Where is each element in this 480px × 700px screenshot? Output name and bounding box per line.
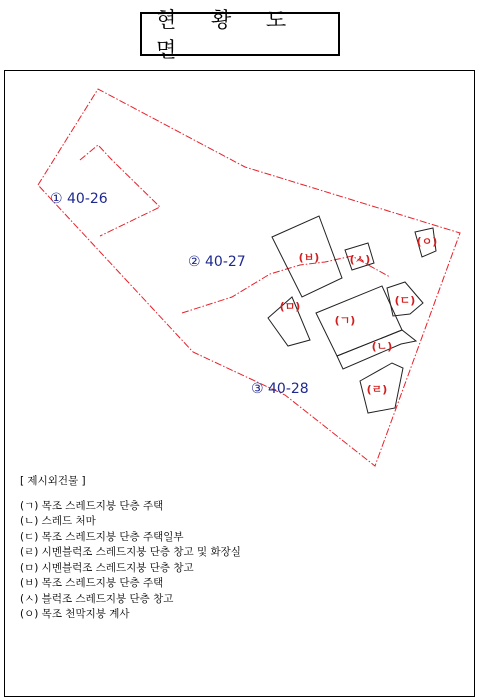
parcel-label-1: ① 40-26 — [50, 191, 108, 207]
legend-item: (ㅇ) 목조 천막지붕 계사 — [20, 608, 130, 620]
building-label-ma: (ㅁ) — [279, 300, 301, 313]
parcel-label-2: ② 40-27 — [188, 254, 246, 270]
building-label-ra: (ㄹ) — [366, 383, 388, 396]
legend-item: (ㅅ) 블럭조 스레드지붕 단층 창고 — [20, 592, 174, 605]
building-label-na: (ㄴ) — [371, 340, 393, 353]
building-label-ba: (ㅂ) — [298, 251, 320, 264]
drawing-title-text: 현 황 도 면 — [156, 8, 301, 62]
parcel-boundaries — [38, 89, 460, 466]
legend — [20, 474, 241, 623]
legend-item: (ㄴ) 스레드 처마 — [20, 515, 96, 527]
building-label-sa: (ㅅ) — [349, 253, 371, 266]
legend-item: (ㅂ) 목조 스레드지붕 단층 주택 — [20, 577, 164, 589]
building-label-a: (ㅇ) — [416, 235, 438, 248]
legend-title: [ 제시외건물 ] — [20, 475, 86, 487]
legend-item: (ㅁ) 시멘블럭조 스레드지붕 단층 창고 — [20, 561, 194, 574]
legend-item: (ㄷ) 목조 스레드지붕 단층 주택일부 — [20, 530, 184, 543]
parcel-label-3: ③ 40-28 — [251, 381, 309, 397]
outer-boundary — [38, 89, 460, 466]
building-label-da: (ㄷ) — [394, 294, 416, 307]
building-label-ga: (ㄱ) — [334, 314, 356, 327]
legend-item: (ㄹ) 시멘블럭조 스레드지붕 단층 창고 및 화장실 — [20, 546, 241, 558]
legend-item: (ㄱ) 목조 스레드지붕 단층 주택 — [20, 499, 164, 512]
